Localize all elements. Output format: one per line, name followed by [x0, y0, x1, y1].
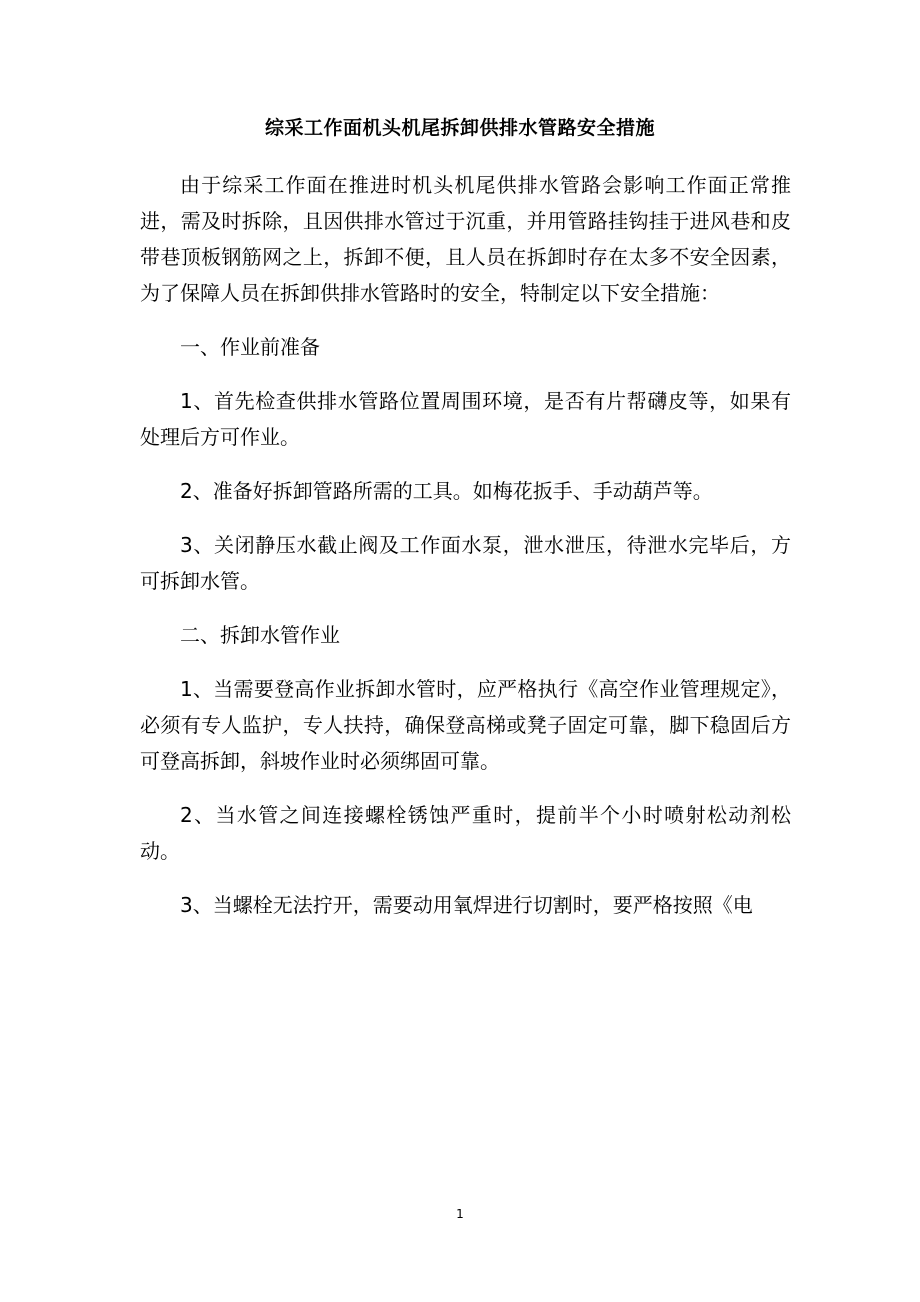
paragraph-item: 3、当螺栓无法拧开，需要动用氧焊进行切割时，要严格按照《电 [180, 893, 753, 917]
page-number: 1 [456, 1207, 464, 1221]
document-title: 综采工作面机头机尾拆卸供排水管路安全措施 [264, 117, 655, 139]
paragraph-item: 2、准备好拆卸管路所需的工具。如梅花扳手、手动葫芦等。 [180, 479, 713, 503]
document-body [140, 167, 791, 923]
paragraph-item: 1、当需要登高作业拆卸水管时，应严格执行《高空作业管理规定》，必须有专人监护，专人扶持，确保登高梯或凳子固定可靠，脚下稳固后方可登高拆卸，斜坡作业时必须绑固可靠。 [140, 677, 791, 773]
section-heading-preparation: 一、作业前准备 [180, 335, 320, 359]
paragraph-item: 1、首先检查供排水管路位置周围环境，是否有片帮礴皮等，如果有处理后方可作业。 [140, 389, 791, 449]
paragraph-item: 2、当水管之间连接螺栓锈蚀严重时，提前半个小时喷射松动剂松动。 [140, 803, 791, 863]
paragraph-item: 3、关闭静压水截止阀及工作面水泵，泄水泄压，待泄水完毕后，方可拆卸水管。 [140, 533, 791, 593]
paragraph-intro: 由于综采工作面在推进时机头机尾供排水管路会影响工作面正常推进，需及时拆除，且因供排水管过于沉重，并用管路挂钩挂于进风巷和皮带巷顶板钢筋网之上，拆卸不便，且人员在拆卸时存在太多不安全因素，为了保障人员在拆卸供排水管路时的安全，特制定以下安全措施： [140, 173, 791, 305]
section-heading-removal: 二、拆卸水管作业 [180, 623, 340, 647]
